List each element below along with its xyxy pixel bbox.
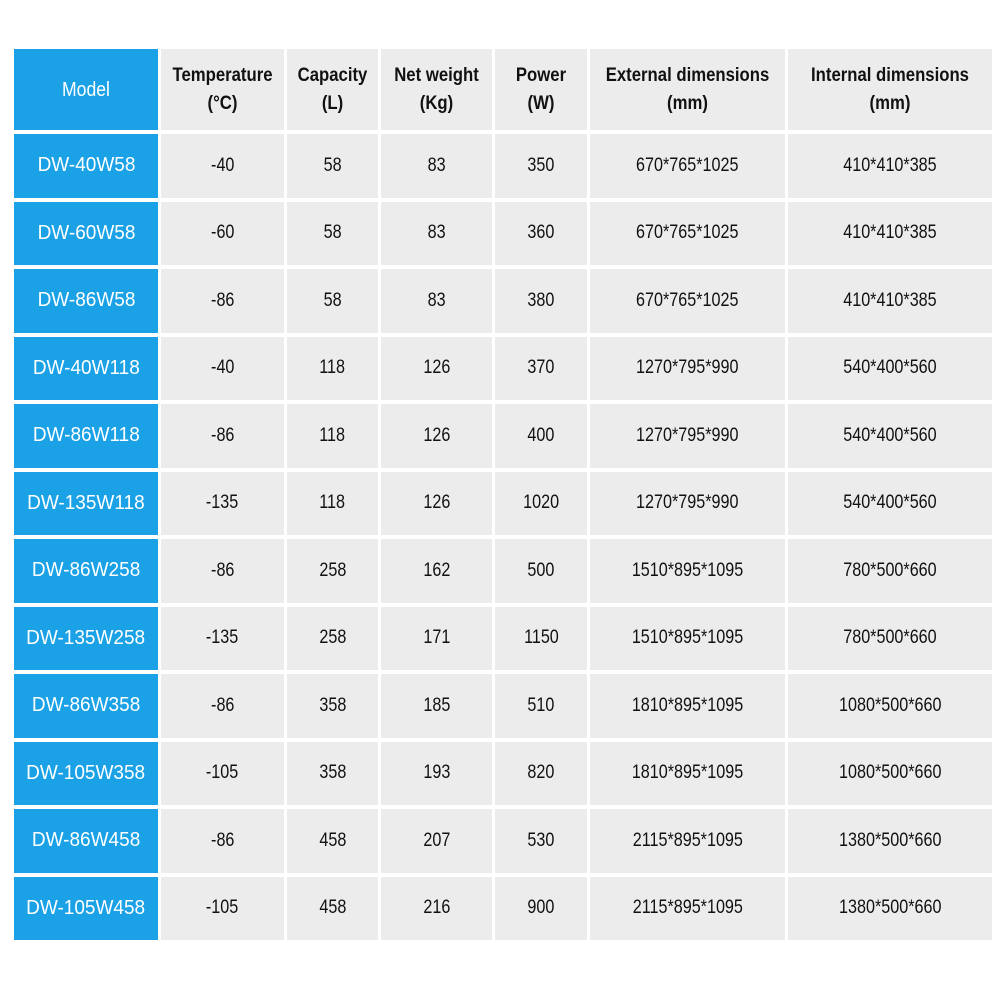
model-cell-value: DW-60W58 — [37, 221, 135, 244]
capacity-cell-value: 458 — [319, 897, 346, 919]
external-dimensions-cell-value: 1510*895*1095 — [631, 627, 744, 649]
net-weight-cell — [381, 607, 492, 671]
capacity-cell — [287, 607, 378, 671]
model-cell-value: DW-86W358 — [31, 694, 141, 717]
temperature-cell — [161, 472, 284, 536]
header-temperature — [161, 49, 284, 130]
external-dimensions-cell — [590, 607, 785, 671]
external-dimensions-cell — [590, 269, 785, 333]
capacity-cell — [287, 539, 378, 603]
external-dimensions-cell — [590, 742, 785, 806]
power-cell-value: 530 — [527, 829, 555, 851]
model-cell — [14, 337, 158, 401]
capacity-cell-value: 258 — [319, 627, 346, 649]
temperature-cell-value: -60 — [210, 222, 235, 244]
model-cell-value: DW-135W118 — [27, 491, 145, 514]
net-weight-cell — [381, 742, 492, 806]
power-cell — [495, 809, 587, 873]
capacity-cell-value: 118 — [319, 492, 346, 514]
header-internal-dimensions-unit: (mm) — [869, 92, 911, 114]
model-cell — [14, 269, 158, 333]
header-model-label: Model — [62, 78, 110, 101]
capacity-cell — [287, 337, 378, 401]
table-row — [14, 877, 992, 941]
temperature-cell-value: -135 — [206, 627, 239, 649]
net-weight-cell — [381, 269, 492, 333]
power-cell-value: 1150 — [523, 627, 559, 649]
capacity-cell — [287, 269, 378, 333]
capacity-cell-value: 458 — [319, 829, 346, 851]
temperature-cell — [161, 134, 284, 198]
header-capacity — [287, 49, 378, 130]
external-dimensions-cell-value: 2115*895*1095 — [632, 897, 743, 919]
table-row — [14, 404, 992, 468]
external-dimensions-cell — [590, 202, 785, 266]
model-cell-value: DW-86W458 — [31, 829, 141, 852]
power-cell — [495, 877, 587, 941]
table-body — [14, 134, 992, 940]
power-cell — [495, 742, 587, 806]
table-row — [14, 809, 992, 873]
model-cell — [14, 404, 158, 468]
capacity-cell-value: 358 — [319, 762, 346, 784]
temperature-cell-value: -86 — [210, 424, 235, 446]
net-weight-cell-value: 126 — [423, 492, 450, 514]
capacity-cell-value: 58 — [323, 289, 342, 311]
net-weight-cell-value: 193 — [423, 762, 450, 784]
model-cell — [14, 674, 158, 738]
power-cell-value: 1020 — [523, 492, 559, 514]
internal-dimensions-cell-value: 410*410*385 — [843, 289, 937, 311]
capacity-cell — [287, 472, 378, 536]
net-weight-cell-value: 83 — [427, 222, 446, 244]
net-weight-cell-value: 185 — [423, 694, 450, 716]
capacity-cell — [287, 404, 378, 468]
header-external-dimensions — [590, 49, 785, 130]
capacity-cell — [287, 202, 378, 266]
internal-dimensions-cell-value: 1380*500*660 — [838, 829, 942, 851]
internal-dimensions-cell — [788, 674, 992, 738]
temperature-cell — [161, 877, 284, 941]
model-cell-value: DW-86W258 — [31, 559, 141, 582]
power-cell-value: 500 — [527, 559, 555, 581]
internal-dimensions-cell-value: 1080*500*660 — [838, 694, 942, 716]
table-row — [14, 202, 992, 266]
power-cell — [495, 202, 587, 266]
temperature-cell-value: -86 — [210, 829, 235, 851]
temperature-cell-value: -135 — [206, 492, 239, 514]
internal-dimensions-cell-value: 540*400*560 — [843, 424, 937, 446]
capacity-cell — [287, 134, 378, 198]
header-net-weight-unit: (Kg) — [419, 92, 454, 114]
power-cell — [495, 134, 587, 198]
power-cell-value: 820 — [527, 762, 555, 784]
external-dimensions-cell-value: 1510*895*1095 — [631, 559, 744, 581]
net-weight-cell-value: 207 — [423, 829, 450, 851]
net-weight-cell-value: 171 — [423, 627, 450, 649]
capacity-cell-value: 118 — [319, 357, 346, 379]
internal-dimensions-cell — [788, 134, 992, 198]
internal-dimensions-cell-value: 540*400*560 — [843, 357, 937, 379]
table-row — [14, 607, 992, 671]
internal-dimensions-cell-value: 780*500*660 — [843, 627, 937, 649]
external-dimensions-cell — [590, 134, 785, 198]
model-cell-value: DW-40W118 — [32, 356, 140, 379]
model-cell — [14, 809, 158, 873]
internal-dimensions-cell — [788, 809, 992, 873]
net-weight-cell-value: 162 — [423, 559, 450, 581]
model-cell-value: DW-40W58 — [37, 154, 135, 177]
header-power-label: Power — [515, 64, 567, 86]
external-dimensions-cell — [590, 809, 785, 873]
external-dimensions-cell — [590, 404, 785, 468]
external-dimensions-cell-value: 670*765*1025 — [636, 289, 739, 311]
header-power-unit: (W) — [527, 92, 555, 114]
net-weight-cell — [381, 202, 492, 266]
net-weight-cell — [381, 539, 492, 603]
power-cell-value: 380 — [527, 289, 555, 311]
power-cell-value: 900 — [527, 897, 555, 919]
internal-dimensions-cell-value: 780*500*660 — [843, 559, 937, 581]
power-cell-value: 400 — [527, 424, 555, 446]
capacity-cell — [287, 877, 378, 941]
net-weight-cell-value: 126 — [423, 424, 450, 446]
capacity-cell-value: 58 — [323, 222, 342, 244]
table-row — [14, 674, 992, 738]
model-cell — [14, 539, 158, 603]
model-cell — [14, 607, 158, 671]
temperature-cell — [161, 269, 284, 333]
temperature-cell — [161, 809, 284, 873]
capacity-cell-value: 258 — [319, 559, 346, 581]
table-row — [14, 539, 992, 603]
temperature-cell — [161, 202, 284, 266]
temperature-cell-value: -105 — [206, 762, 239, 784]
internal-dimensions-cell-value: 1380*500*660 — [838, 897, 942, 919]
net-weight-cell-value: 126 — [423, 357, 450, 379]
header-capacity-unit: (L) — [321, 92, 344, 114]
net-weight-cell — [381, 404, 492, 468]
model-cell-value: DW-135W258 — [26, 626, 146, 649]
net-weight-cell — [381, 134, 492, 198]
header-net-weight-label: Net weight — [394, 64, 479, 86]
net-weight-cell — [381, 809, 492, 873]
model-cell-value: DW-105W458 — [26, 896, 146, 919]
external-dimensions-cell-value: 1270*795*990 — [636, 492, 739, 514]
temperature-cell-value: -86 — [210, 289, 235, 311]
power-cell — [495, 607, 587, 671]
internal-dimensions-cell — [788, 877, 992, 941]
capacity-cell — [287, 742, 378, 806]
external-dimensions-cell-value: 1810*895*1095 — [631, 694, 744, 716]
internal-dimensions-cell — [788, 404, 992, 468]
net-weight-cell — [381, 472, 492, 536]
temperature-cell — [161, 539, 284, 603]
temperature-cell — [161, 742, 284, 806]
header-power — [495, 49, 587, 130]
power-cell — [495, 472, 587, 536]
freezer-spec-table — [11, 45, 995, 944]
header-row — [14, 49, 992, 130]
header-temperature-label: Temperature — [172, 64, 273, 86]
net-weight-cell — [381, 877, 492, 941]
power-cell-value: 350 — [527, 154, 555, 176]
temperature-cell-value: -105 — [206, 897, 239, 919]
power-cell-value: 510 — [527, 694, 555, 716]
table-row — [14, 269, 992, 333]
temperature-cell-value: -40 — [210, 357, 235, 379]
power-cell-value: 360 — [527, 222, 555, 244]
temperature-cell — [161, 404, 284, 468]
temperature-cell — [161, 337, 284, 401]
external-dimensions-cell — [590, 877, 785, 941]
power-cell — [495, 337, 587, 401]
internal-dimensions-cell — [788, 202, 992, 266]
power-cell — [495, 539, 587, 603]
header-temperature-unit: (°C) — [207, 92, 238, 114]
table-row — [14, 337, 992, 401]
header-internal-dimensions-label: Internal dimensions — [811, 64, 969, 86]
model-cell — [14, 134, 158, 198]
power-cell-value: 370 — [527, 357, 555, 379]
table-row — [14, 134, 992, 198]
external-dimensions-cell-value: 1270*795*990 — [636, 424, 739, 446]
capacity-cell-value: 118 — [319, 424, 346, 446]
external-dimensions-cell — [590, 337, 785, 401]
temperature-cell — [161, 607, 284, 671]
table-row — [14, 472, 992, 536]
net-weight-cell — [381, 337, 492, 401]
internal-dimensions-cell — [788, 337, 992, 401]
model-cell — [14, 472, 158, 536]
net-weight-cell — [381, 674, 492, 738]
model-cell-value: DW-86W118 — [32, 424, 140, 447]
internal-dimensions-cell-value: 540*400*560 — [843, 492, 937, 514]
temperature-cell-value: -86 — [210, 694, 235, 716]
external-dimensions-cell-value: 1270*795*990 — [636, 357, 739, 379]
net-weight-cell-value: 83 — [427, 154, 446, 176]
power-cell — [495, 269, 587, 333]
external-dimensions-cell-value: 1810*895*1095 — [631, 762, 744, 784]
internal-dimensions-cell-value: 410*410*385 — [843, 154, 937, 176]
model-cell — [14, 742, 158, 806]
power-cell — [495, 674, 587, 738]
header-external-dimensions-unit: (mm) — [667, 92, 708, 114]
header-model — [14, 49, 158, 130]
model-cell-value: DW-105W358 — [26, 761, 146, 784]
internal-dimensions-cell-value: 410*410*385 — [843, 222, 937, 244]
internal-dimensions-cell-value: 1080*500*660 — [838, 762, 942, 784]
table-row — [14, 742, 992, 806]
temperature-cell — [161, 674, 284, 738]
model-cell — [14, 202, 158, 266]
temperature-cell-value: -86 — [210, 559, 235, 581]
internal-dimensions-cell — [788, 269, 992, 333]
net-weight-cell-value: 216 — [423, 897, 450, 919]
external-dimensions-cell-value: 670*765*1025 — [636, 154, 739, 176]
capacity-cell-value: 58 — [323, 154, 342, 176]
header-external-dimensions-label: External dimensions — [605, 64, 770, 86]
header-capacity-label: Capacity — [297, 64, 368, 86]
net-weight-cell-value: 83 — [427, 289, 446, 311]
capacity-cell — [287, 674, 378, 738]
header-net-weight — [381, 49, 492, 130]
external-dimensions-cell-value: 670*765*1025 — [636, 222, 739, 244]
internal-dimensions-cell — [788, 539, 992, 603]
internal-dimensions-cell — [788, 742, 992, 806]
external-dimensions-cell — [590, 674, 785, 738]
internal-dimensions-cell — [788, 607, 992, 671]
temperature-cell-value: -40 — [210, 154, 235, 176]
power-cell — [495, 404, 587, 468]
external-dimensions-cell — [590, 472, 785, 536]
model-cell — [14, 877, 158, 941]
external-dimensions-cell-value: 2115*895*1095 — [632, 829, 743, 851]
external-dimensions-cell — [590, 539, 785, 603]
capacity-cell — [287, 809, 378, 873]
model-cell-value: DW-86W58 — [37, 289, 135, 312]
capacity-cell-value: 358 — [319, 694, 346, 716]
internal-dimensions-cell — [788, 472, 992, 536]
header-internal-dimensions — [788, 49, 992, 130]
